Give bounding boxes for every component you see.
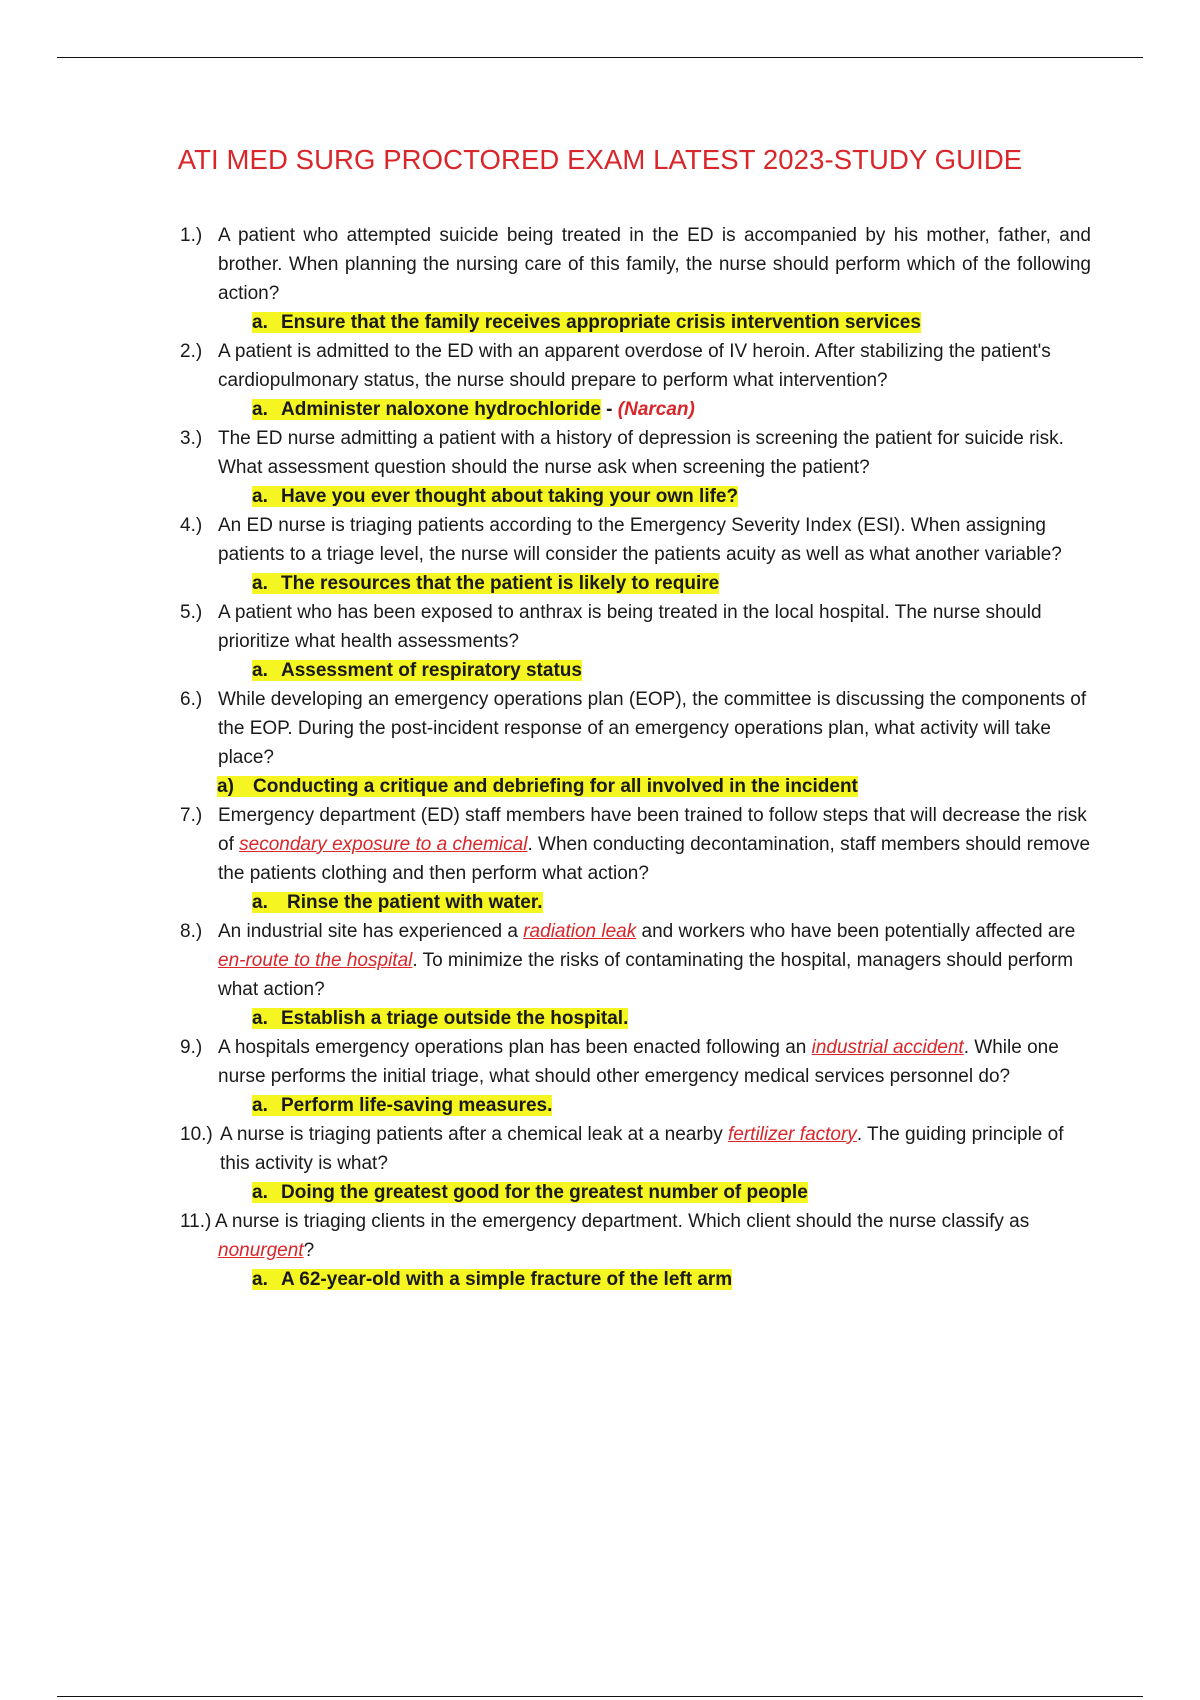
answer-6 — [181, 772, 1091, 801]
answer-letter: a. — [252, 312, 268, 333]
emphasis-link: nonurgent — [218, 1240, 304, 1261]
answer-4 — [181, 569, 1091, 598]
answer-text: Rinse the patient with water. — [287, 892, 543, 913]
question-text: A nurse is triaging patients after a chemical leak at a nearby fertilizer factory. The guiding principle of this activity is what? — [220, 1124, 1064, 1174]
answer-text: Ensure that the family receives appropriate crisis intervention services — [281, 312, 921, 333]
answer-text: Have you ever thought about taking your own life? — [281, 486, 739, 507]
question-number: 6.) — [180, 689, 203, 710]
question-text: A patient who has been exposed to anthrax is being treated in the local hospital. The nurse should prioritize what health assessments? — [218, 602, 1042, 652]
answer-letter: a. — [252, 1182, 268, 1203]
answer-letter: a. — [252, 1095, 268, 1116]
answer-8 — [181, 1004, 1091, 1033]
answer-1 — [181, 308, 1091, 337]
answer-text: A 62-year-old with a simple fracture of the left arm — [281, 1269, 733, 1290]
question-list — [181, 221, 1091, 1294]
answer-text: Perform life-saving measures. — [281, 1095, 553, 1116]
question-number: 7.) — [180, 805, 203, 826]
answer-highlight — [252, 892, 543, 913]
question-number: 10.) — [180, 1124, 213, 1145]
answer-2 — [181, 395, 1091, 424]
top-rule — [57, 57, 1143, 58]
question-10 — [181, 1120, 1091, 1178]
question-4 — [181, 511, 1091, 569]
answer-letter: a. — [252, 486, 268, 507]
answer-10 — [181, 1178, 1091, 1207]
question-number: 5.) — [180, 602, 203, 623]
question-number: 3.) — [180, 428, 203, 449]
answer-text: Doing the greatest good for the greatest number of people — [281, 1182, 808, 1203]
question-number: 1.) — [180, 225, 203, 246]
question-text: The ED nurse admitting a patient with a history of depression is screening the patient for suicide risk. What assessment question should the nurse ask when screening the patient? — [218, 428, 1064, 478]
question-text: Emergency department (ED) staff members have been trained to follow steps that will decrease the risk of secondary exposure to a chemical. When conducting decontamination, staff members should remove the patients clothing and then perform what action? — [218, 805, 1091, 884]
question-text: A hospitals emergency operations plan has been enacted following an industrial accident. While one nurse performs the initial triage, what should other emergency medical services personnel do? — [218, 1037, 1059, 1087]
answer-highlight — [252, 1095, 552, 1116]
answer-letter: a. — [252, 573, 268, 594]
question-text: While developing an emergency operations plan (EOP), the committee is discussing the components of the EOP. During the post-incident response of an emergency operations plan, what activity will take place? — [218, 689, 1087, 768]
question-5 — [181, 598, 1091, 656]
emphasis-link: fertilizer factory — [728, 1124, 857, 1145]
answer-letter: a. — [252, 1269, 268, 1290]
answer-letter: a. — [252, 660, 268, 681]
question-number: 2.) — [180, 341, 203, 362]
question-2 — [181, 337, 1091, 395]
question-1 — [181, 221, 1091, 308]
answer-highlight — [252, 1269, 732, 1290]
answer-text: Assessment of respiratory status — [281, 660, 582, 681]
question-11 — [181, 1207, 1091, 1265]
answer-note: (Narcan) — [617, 399, 695, 420]
answer-highlight — [252, 312, 921, 333]
question-text: An ED nurse is triaging patients according to the Emergency Severity Index (ESI). When assigning patients to a triage level, the nurse will consider the patients acuity as well as what another variable? — [218, 515, 1062, 565]
question-number: 11.) — [180, 1211, 212, 1232]
answer-highlight — [252, 399, 601, 420]
question-text: A nurse is triaging clients in the emergency department. Which client should the nurse classify as nonurgent? — [215, 1211, 1030, 1261]
answer-text: Conducting a critique and debriefing for all involved in the incident — [253, 776, 858, 797]
answer-highlight — [252, 573, 719, 594]
answer-highlight — [252, 660, 582, 681]
answer-9 — [181, 1091, 1091, 1120]
question-text: An industrial site has experienced a radiation leak and workers who have been potentially affected are en-route to the hospital. To minimize the risks of contaminating the hospital, managers should perform what action? — [218, 921, 1076, 1000]
answer-3 — [181, 482, 1091, 511]
answer-11 — [181, 1265, 1091, 1294]
answer-highlight — [252, 1182, 808, 1203]
answer-text: The resources that the patient is likely to require — [281, 573, 720, 594]
answer-letter: a) — [217, 776, 234, 797]
page-title: ATI MED SURG PROCTORED EXAM LATEST 2023-STUDY GUIDE — [177, 144, 1023, 175]
question-8 — [181, 917, 1091, 1004]
answer-letter: a. — [252, 399, 268, 420]
answer-highlight — [217, 776, 858, 797]
question-number: 9.) — [180, 1037, 203, 1058]
emphasis-link: industrial accident — [811, 1037, 964, 1058]
question-text: A patient who attempted suicide being treated in the ED is accompanied by his mother, father, and brother. When planning the nursing care of this family, the nurse should perform which of the following action? — [218, 225, 1091, 304]
emphasis-link-2: en-route to the hospital — [218, 950, 413, 971]
answer-text: Administer naloxone hydrochloride — [281, 399, 601, 420]
answer-7 — [181, 888, 1091, 917]
emphasis-link: radiation leak — [523, 921, 637, 942]
question-9 — [181, 1033, 1091, 1091]
question-6 — [181, 685, 1091, 772]
question-3 — [181, 424, 1091, 482]
question-text: A patient is admitted to the ED with an apparent overdose of IV heroin. After stabilizing the patient's cardiopulmonary status, the nurse should prepare to perform what intervention? — [218, 341, 1051, 391]
answer-letter: a. — [252, 892, 268, 913]
answer-highlight — [252, 486, 738, 507]
answer-5 — [181, 656, 1091, 685]
emphasis-link: secondary exposure to a chemical — [239, 834, 528, 855]
bottom-rule — [57, 1696, 1143, 1697]
question-number: 4.) — [180, 515, 203, 536]
answer-letter: a. — [252, 1008, 268, 1029]
answer-text: Establish a triage outside the hospital. — [281, 1008, 629, 1029]
answer-highlight — [252, 1008, 628, 1029]
question-7 — [181, 801, 1091, 888]
question-number: 8.) — [180, 921, 203, 942]
answer-separator: - — [600, 399, 618, 420]
